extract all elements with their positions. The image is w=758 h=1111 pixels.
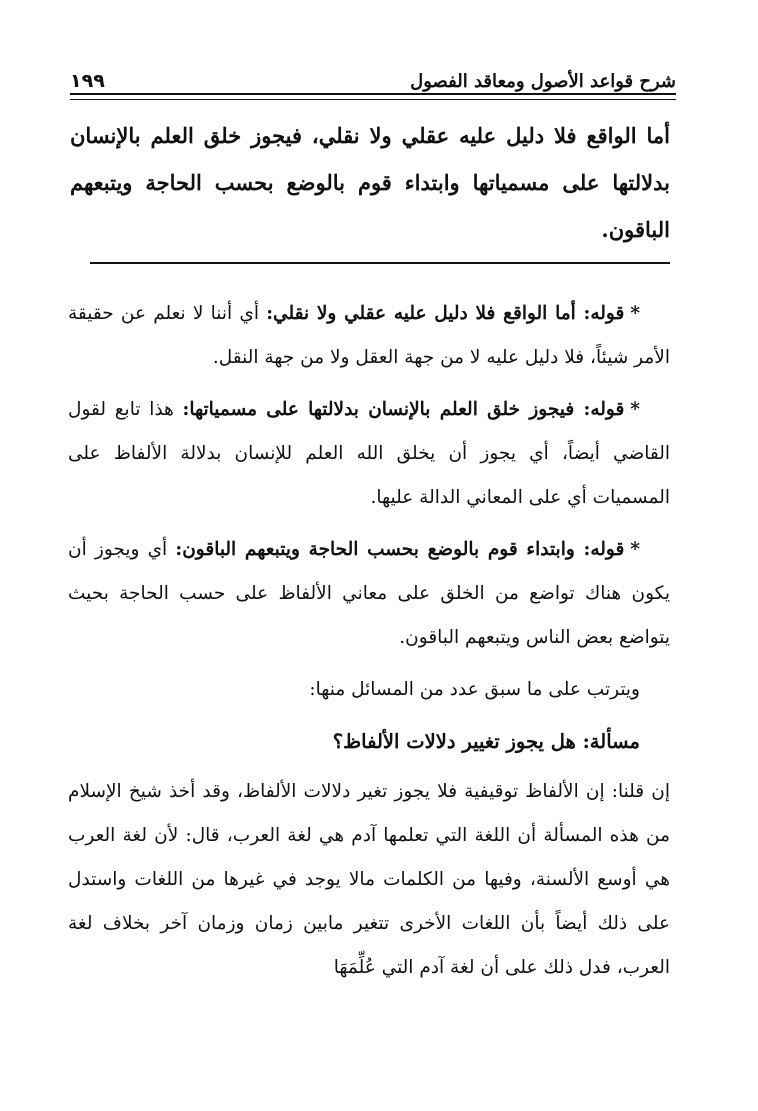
paragraph-text: أي ويجوز أن يكون هناك تواضع من الخلق على معاني الألفاظ على حسب الحاجة بحيث يتواضع بعض الناس ويتبعهم الباقون. — [68, 539, 670, 648]
quote-label: قوله: فيجوز خلق العلم بالإنسان بدلالتها على مسمياتها: — [182, 399, 625, 420]
commentary-paragraph-4: ويترتب على ما سبق عدد من المسائل منها: — [309, 679, 640, 700]
commentary-paragraph-1 — [68, 292, 670, 380]
matn-separator-rule — [90, 262, 670, 264]
asterisk-marker: * — [630, 539, 640, 560]
commentary-paragraph-3 — [68, 528, 670, 660]
running-header — [70, 56, 676, 92]
issue-heading: مسألة: هل يجوز تغيير دلالات الألفاظ؟ — [332, 730, 640, 753]
matn-text: أما الواقع فلا دليل عليه عقلي ولا نقلي، فيجوز خلق العلم بالإنسان بدلالتها على مسمياتها وابتداء قوم بالوضع بحسب الحاجة ويتبعهم الباقون. — [70, 123, 670, 242]
commentary-paragraph-5: إن قلنا: إن الألفاظ توقيفية فلا يجوز تغير دلالات الألفاظ، وقد أخذ شيخ الإسلام من هذه المسألة أن اللغة التي تعلمها آدم هي لغة العرب، قال: لأن لغة العرب هي أوسع الألسنة، وفيها من الكلمات مالا يوجد في غيرها من اللغات واستدل على ذلك أيضاً بأن اللغات الأخرى تتغير مابين زمان وزمان آخر بخلاف لغة العرب، فدل ذلك على أن لغة آدم التي عُلِّمَهَا — [68, 781, 670, 978]
paragraph-text: هذا تابع لقول القاضي أيضاً، أي يجوز أن يخلق الله العلم للإنسان بدلالة الألفاظ على المسميات أي على المعاني الدالة عليها. — [68, 399, 670, 508]
commentary — [68, 292, 670, 998]
quote-label: قوله: أما الواقع فلا دليل عليه عقلي ولا نقلي: — [266, 303, 625, 324]
page-number: ١٩٩ — [70, 70, 105, 92]
commentary-paragraph-2 — [68, 388, 670, 520]
header-title: شرح قواعد الأصول ومعاقد الفصول — [410, 71, 676, 92]
paragraph-text: أي أننا لا نعلم عن حقيقة الأمر شيئاً، فلا دليل عليه لا من جهة العقل ولا من جهة النقل. — [68, 303, 670, 368]
header-double-rule — [70, 93, 676, 100]
asterisk-marker: * — [630, 303, 640, 324]
quote-label: قوله: وابتداء قوم بالوضع بحسب الحاجة ويتبعهم الباقون: — [175, 539, 625, 560]
asterisk-marker: * — [630, 399, 640, 420]
